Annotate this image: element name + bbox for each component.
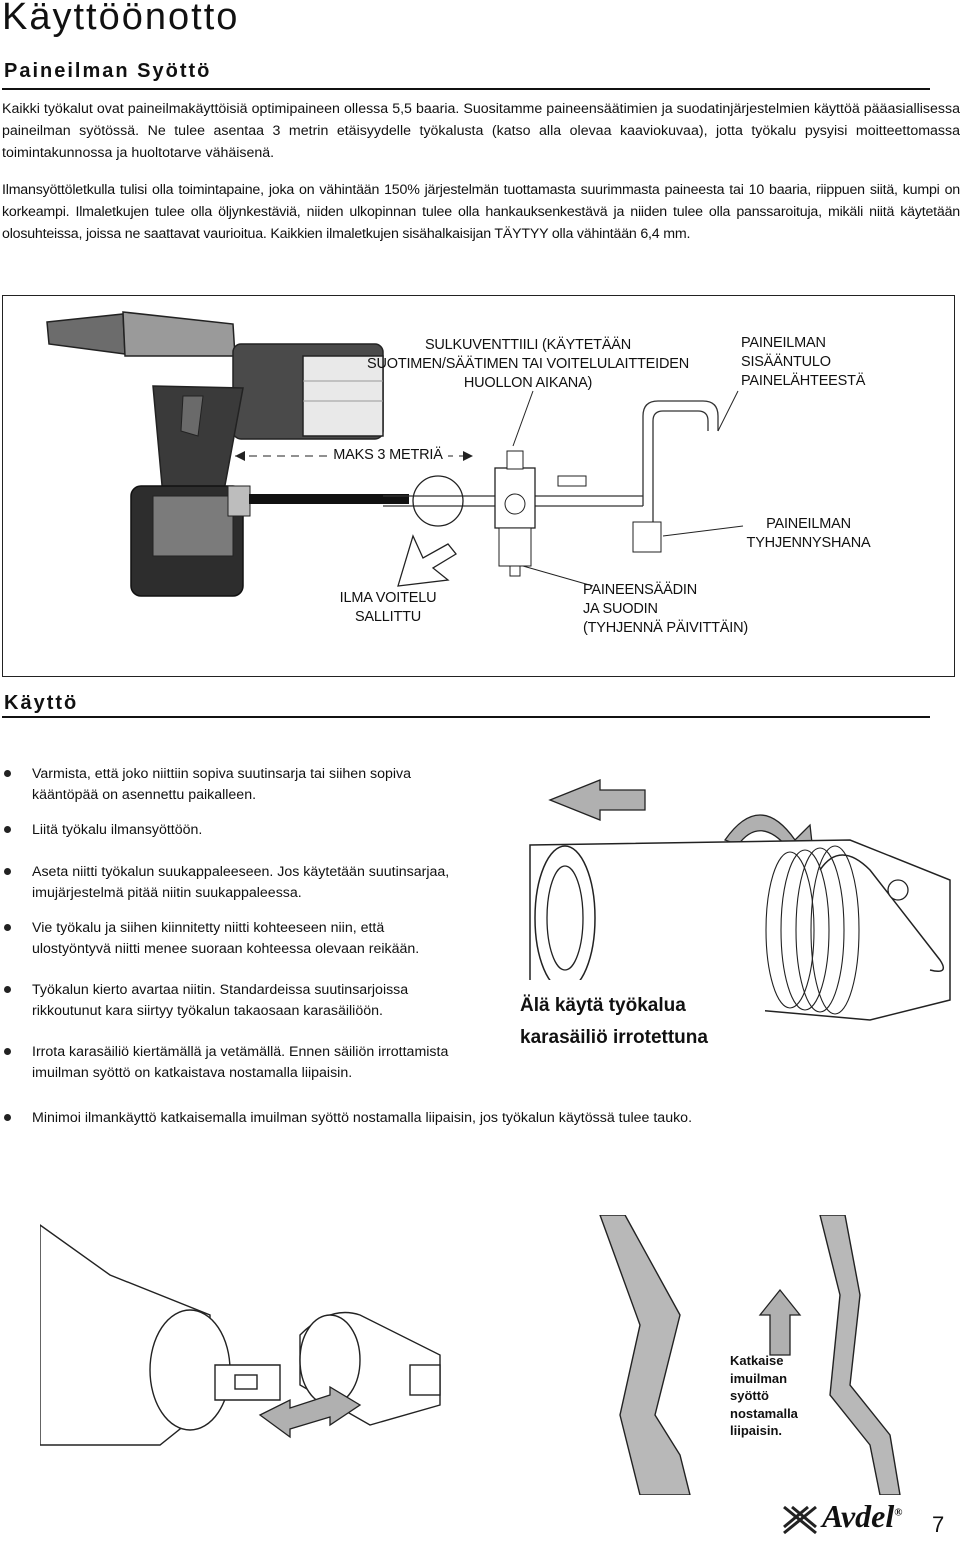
air-supply-diagram	[2, 295, 955, 677]
arrow-left-icon	[550, 780, 645, 820]
list-item: Minimoi ilmankäyttö katkaisemalla imuilman syöttö nostamalla liipaisin, jos työkalun käytössä tulee tauko.	[32, 1108, 932, 1129]
page-number: 7	[932, 1512, 945, 1537]
regulator-label: PAINEENSÄÄDIN JA SUODIN (TYHJENNÄ PÄIVITTÄIN)	[583, 582, 748, 636]
section-heading-operation: Käyttö	[4, 692, 79, 714]
air-inlet-label: PAINEILMAN SISÄÄNTULO PAINELÄHTEESTÄ	[741, 335, 866, 389]
bullet-icon	[4, 1048, 11, 1055]
regulator-graphic	[495, 451, 535, 576]
warning-text: Älä käytä työkalua karasäiliö irrotettuna	[520, 995, 708, 1048]
max-distance-label: MAKS 3 METRIÄ	[328, 446, 448, 465]
shutoff-valve	[558, 476, 586, 486]
bullet-icon	[4, 826, 11, 833]
list-item: Työkalun kierto avartaa niitin. Standardeissa suutinsarjoissa rikkoutunut kara siirtyy työkalun takaosaan karasäiliöön.	[32, 980, 502, 1022]
brand-logo-text: Avdel®	[822, 1498, 903, 1534]
section-rule	[2, 716, 930, 718]
bullet-icon	[4, 868, 11, 875]
bullet-icon	[4, 1114, 11, 1121]
list-item: Liitä työkalu ilmansyöttöön.	[32, 820, 502, 841]
air-supply-paragraph-2: Ilmansyöttöletkulla tulisi olla toimintapaine, joka on vähintään 150% järjestelmän tuottamasta suurimmasta paineesta tai 10 baaria, riippuen siitä, kumpi on korkeampi. Ilmaletkujen tulee olla öljynkestäviä, niiden ulkopinnan tulee olla hankauksenkestävä ja niiden tulee olla panssaroituja, mikäli niitä käytetään olosuhteissa, joissa ne saattavat vaurioitua. Kaikkien ilmaletkujen sisähalkaisijan TÄYTYY olla vähintään 6,4 mm.	[2, 182, 960, 242]
list-item: Vie työkalu ja siihen kiinnitetty niitti kohteeseen niin, että ulostyöntyvä niitti menee suoraan kohteessa olevaan reikään.	[32, 918, 502, 960]
page-title: Käyttöönotto	[2, 0, 240, 38]
lubricator-circle	[413, 476, 463, 526]
list-item: Irrota karasäiliö kiertämällä ja vetämällä. Ennen säiliön irrottamista imuilman syöttö on katkaistava nostamalla liipaisin.	[32, 1042, 502, 1084]
section-rule	[2, 88, 930, 90]
list-item: Varmista, että joko niittiin sopiva suutinsarja tai siihen sopiva kääntöpää on asennettu paikalleen.	[32, 764, 502, 806]
drain-valve	[633, 522, 661, 552]
avdel-logo-icon	[782, 1505, 818, 1535]
bullet-icon	[4, 770, 11, 777]
lubrication-label: ILMA VOITELU SALLITTU	[339, 590, 437, 625]
arrow-up-icon	[760, 1290, 800, 1355]
trigger-note: Katkaise imuilman syöttö nostamalla liipaisin.	[730, 1353, 798, 1438]
air-supply-paragraph-1: Kaikki työkalut ovat paineilmakäyttöisiä optimipaineen ollessa 5,5 baaria. Suositamme paineensäätimien ja suodatinjärjestelmien käyttöä pääasiallisessa paineilman syötössä. Ne tulee asentaa 3 metrin etäisyydelle työkalusta (katso alla olevaa kaaviokuvaa), jotta työkalu pysyisi moitteettomassa toimintakunnossa ja huoltotarve vähäisenä.	[2, 101, 960, 161]
drain-valve-label: PAINEILMAN TYHJENNYSHANA	[746, 516, 871, 551]
bullet-icon	[4, 924, 11, 931]
shutoff-valve-label: SULKUVENTTIILI (KÄYTETÄÄN SUOTIMEN/SÄÄTIMEN TAI VOITELULAITTEIDEN HUOLLON AIKANA)	[367, 337, 689, 391]
section-heading-air-supply: Paineilman Syöttö	[4, 60, 212, 82]
bullet-icon	[4, 986, 11, 993]
list-item: Aseta niitti työkalun suukappaleeseen. Jos käytetään suutinsarjaa, imujärjestelmä pitää niitin suukappaleessa.	[32, 862, 502, 904]
